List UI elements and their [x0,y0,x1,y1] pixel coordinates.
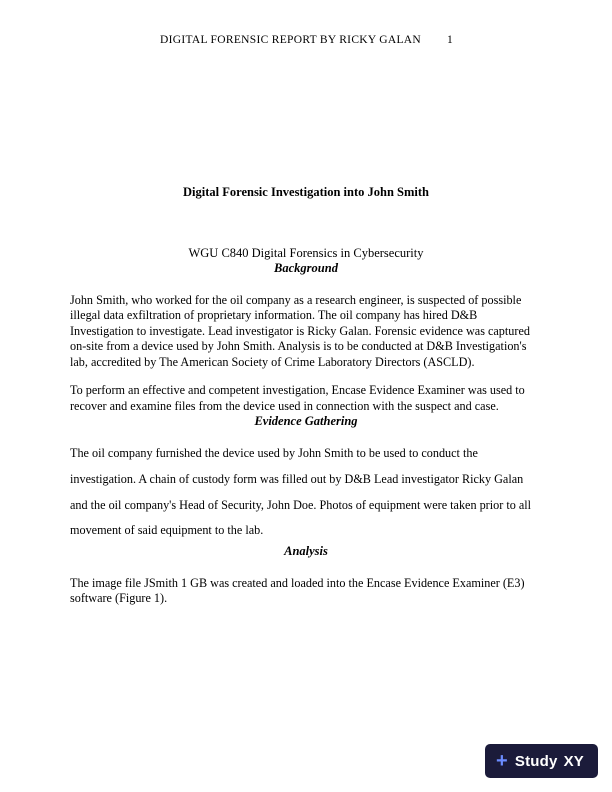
document-body [70,0,542,607]
paragraph-background-1: John Smith, who worked for the oil company as a research engineer, is suspected of possible illegal data exfiltration of proprietary information. The oil company has hired D&B Investigation to investigate. Lead investigator is Ricky Galan. Forensic evidence was captured on-site from a device used by John Smith. Analysis is to be conducted at D&B Investigation's lab, accredited by The American Society of Crime Laboratory Directors (ASCLD). [70,293,530,369]
watermark-brand-first: Study [514,752,558,770]
page-number: 1 [447,34,454,46]
document-title: Digital Forensic Investigation into John Smith [183,185,429,199]
section-heading-background: Background [274,261,338,275]
studyxy-watermark[interactable] [485,744,598,778]
plus-icon: + [496,750,508,772]
paragraph-background-2: To perform an effective and competent investigation, Encase Evidence Examiner was used to recover and examine files from the device used in connection with the suspect and case. [70,383,525,413]
paragraph-analysis-1: The image file JSmith 1 GB was created and loaded into the Encase Evidence Examiner (E3) software (Figure 1). [70,575,525,606]
course-line: WGU C840 Digital Forensics in Cybersecurity [188,246,424,260]
paragraph-evidence-gathering-1: The oil company furnished the device used by John Smith to be used to conduct the investigation. A chain of custody form was filled out by D&B Lead investigator Ricky Galan and the oil company's Head of Security, John Doe. Photos of equipment were taken prior to all movement of said equipment to the lab. [70,446,532,538]
running-head-title: DIGITAL FORENSIC REPORT BY RICKY GALAN [160,34,421,46]
section-heading-evidence-gathering: Evidence Gathering [254,414,358,429]
section-heading-analysis: Analysis [284,543,328,558]
watermark-brand-second: XY [563,752,584,770]
